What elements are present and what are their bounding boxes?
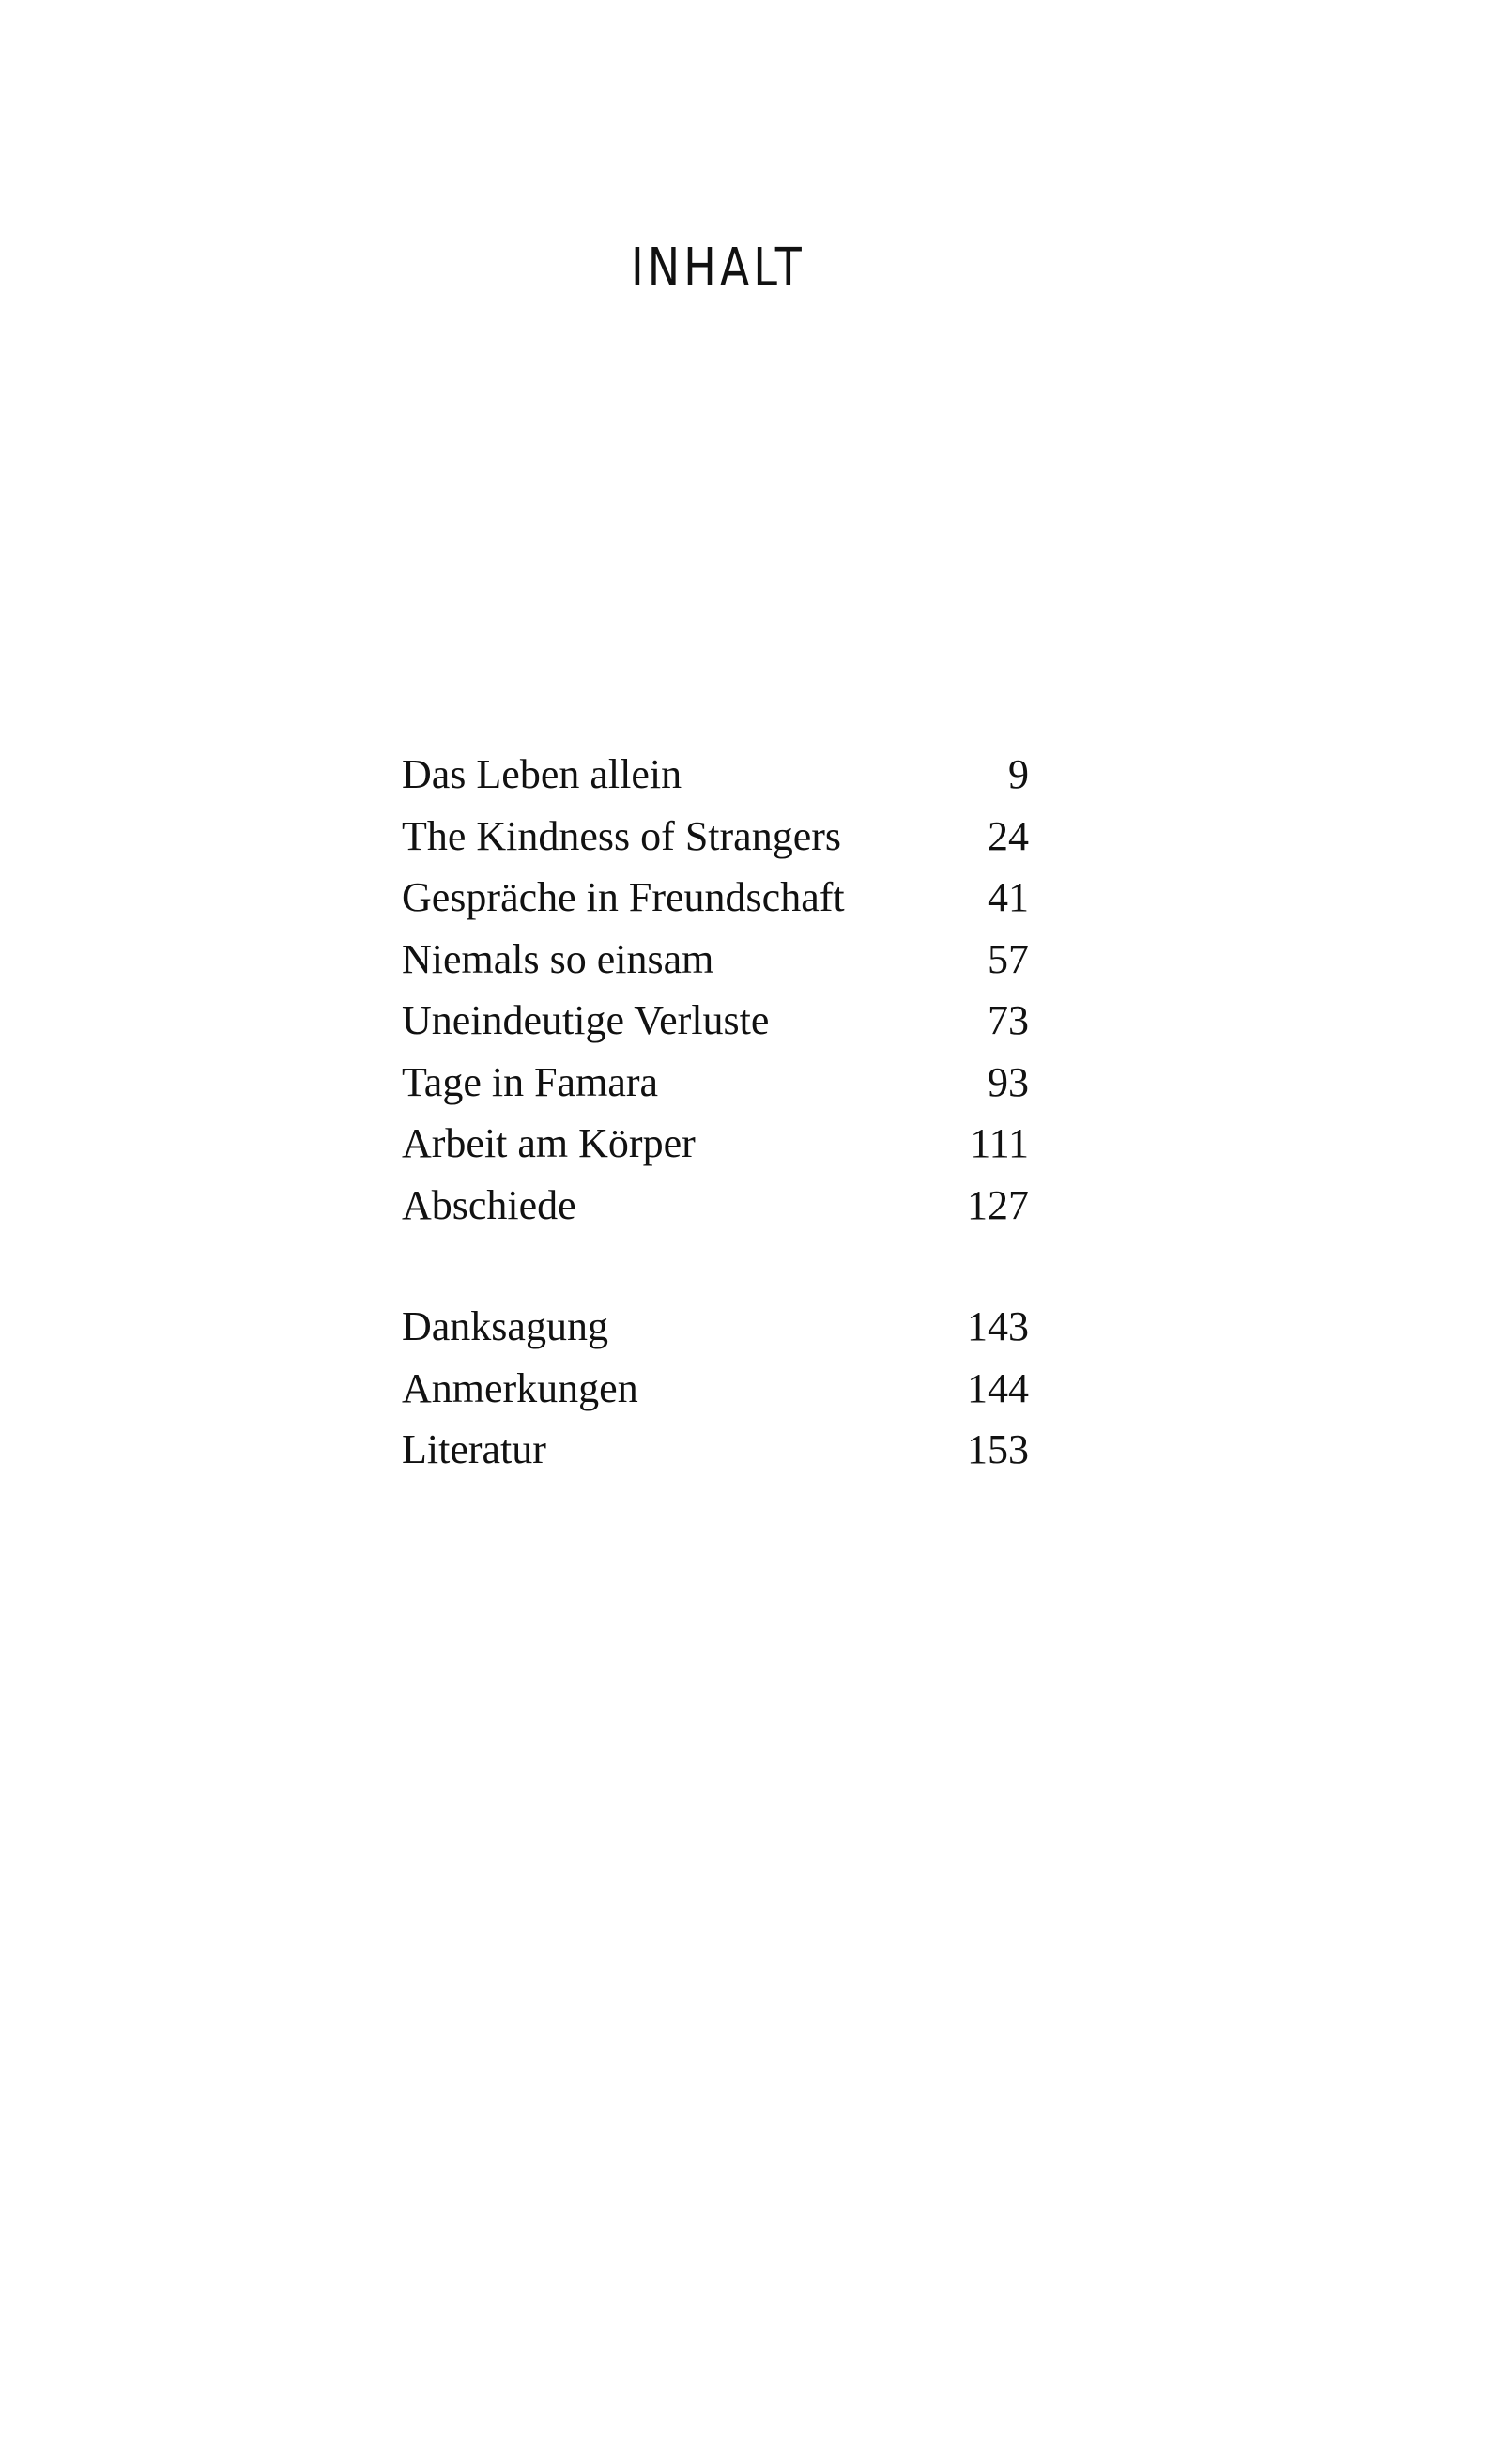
toc-entry-page: 73 (988, 997, 1029, 1043)
toc-entry (402, 990, 1029, 1052)
toc-entry (402, 1296, 1029, 1358)
toc-entry-page: 24 (988, 812, 1029, 859)
toc-entry-page: 57 (988, 935, 1029, 982)
toc-entry-page: 93 (988, 1058, 1029, 1105)
toc-entry-page: 9 (1008, 751, 1029, 797)
toc-entry (402, 1052, 1029, 1114)
toc-entry-page: 153 (967, 1426, 1029, 1472)
toc-entry (402, 929, 1029, 991)
toc-entry (402, 1113, 1029, 1175)
toc-entry-title: Abschiede (402, 1181, 576, 1228)
toc-entry (402, 1419, 1029, 1481)
toc-entry-page: 41 (988, 874, 1029, 920)
toc-entry-page: 127 (967, 1181, 1029, 1228)
toc-entry-title: Arbeit am Körper (402, 1120, 696, 1166)
table-of-contents-backmatter (402, 1296, 1029, 1481)
toc-entry-title: Danksagung (402, 1303, 608, 1349)
toc-entry-title: Das Leben allein (402, 751, 682, 797)
page-title: INHALT (631, 238, 805, 299)
toc-entry-title: Niemals so einsam (402, 935, 714, 982)
toc-entry-title: Anmerkungen (402, 1364, 638, 1411)
toc-entry-title: Literatur (402, 1426, 546, 1472)
toc-entry (402, 867, 1029, 929)
toc-entry-page: 111 (970, 1120, 1029, 1166)
toc-entry-title: Tage in Famara (402, 1058, 659, 1105)
toc-entry-page: 144 (967, 1364, 1029, 1411)
toc-entry (402, 1175, 1029, 1237)
toc-entry-page: 143 (967, 1303, 1029, 1349)
toc-entry (402, 806, 1029, 868)
toc-entry-title: The Kindness of Strangers (402, 812, 842, 859)
toc-entry (402, 744, 1029, 806)
toc-entry-title: Gespräche in Freundschaft (402, 874, 845, 920)
table-of-contents-chapters (402, 744, 1029, 1236)
toc-entry-title: Uneindeutige Verluste (402, 997, 770, 1043)
toc-entry (402, 1358, 1029, 1420)
